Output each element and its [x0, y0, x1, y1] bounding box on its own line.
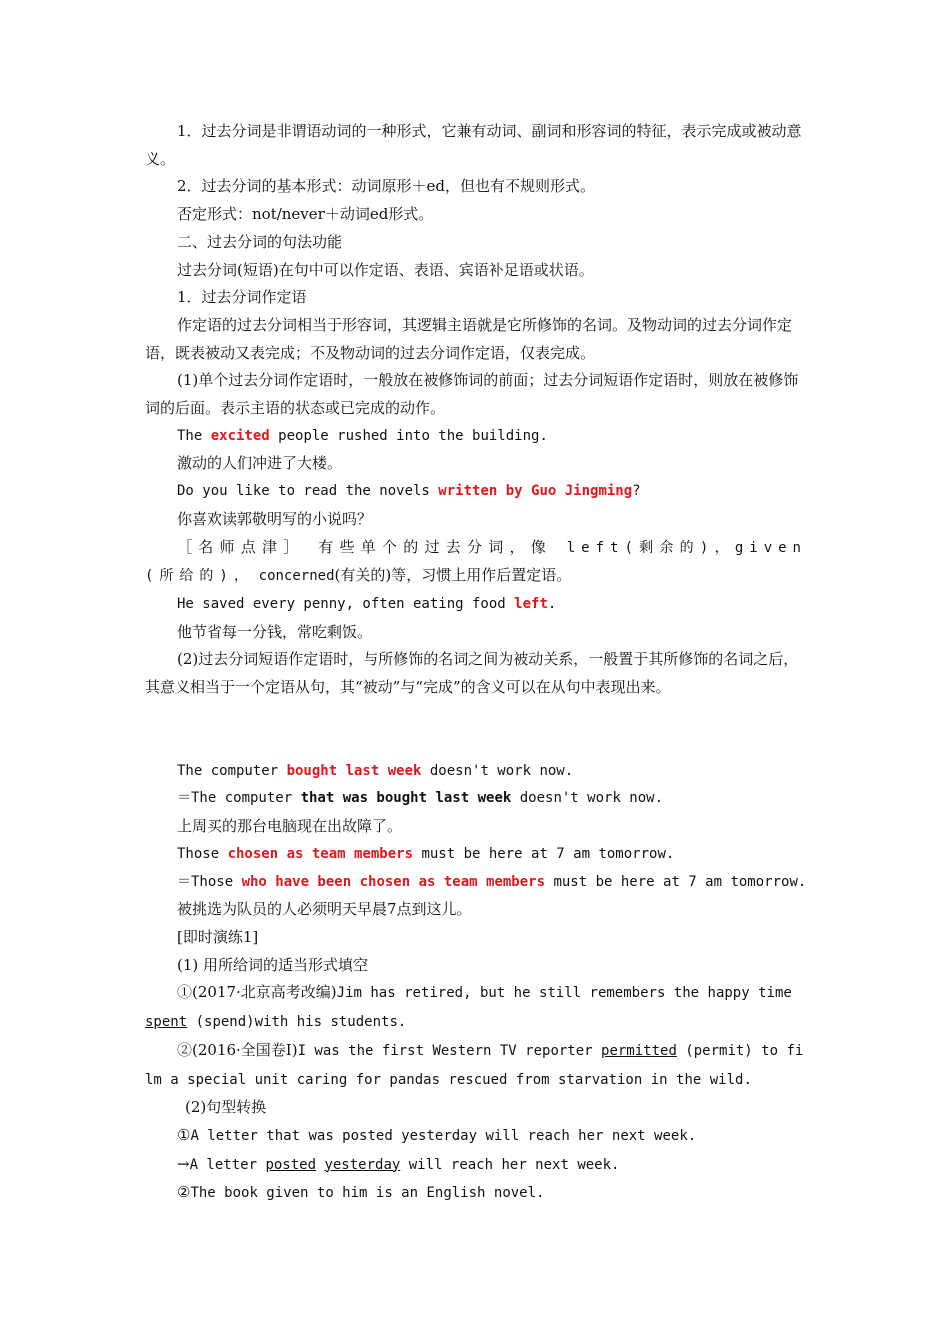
example-sentence-1: The excited people rushed into the building. [177, 427, 548, 444]
transform-answer-1: →A letter posted yesterday will reach her next week. [177, 1154, 620, 1173]
example-sentence-3: He saved every penny, often eating food left. [177, 595, 557, 612]
practice-question-2: ②(2016·全国卷Ⅰ)I was the first Western TV reporter permitted (permit) to film a special unit caring for pandas rescued from starvation in the wild. [145, 1040, 804, 1088]
transform-question-1: ①A letter that was posted yesterday will reach her next week. [177, 1125, 697, 1144]
paragraph-definition: 1．过去分词是非谓语动词的一种形式，它兼有动词、副词和形容词的特征，表示完成或被动意义。 [145, 122, 802, 168]
example-sentence-2: Do you like to read the novels written by Guo Jingming? [177, 483, 641, 500]
paragraph-negative-form: 否定形式：not/never＋动词ed形式。 [177, 205, 434, 224]
paragraph-basic-form: 2．过去分词的基本形式：动词原形＋ed，但也有不规则形式。 [177, 177, 596, 196]
paragraph-attributive: 作定语的过去分词相当于形容词，其逻辑主语就是它所修饰的名词。及物动词的过去分词作定语，既表被动又表完成；不及物动词的过去分词作定语，仅表完成。 [145, 315, 793, 362]
example-sentence-4-rewrite: ＝The computer that was bought last week doesn't work now. [177, 790, 664, 807]
answer-blank: posted [265, 1156, 317, 1173]
example-sentence-5-rewrite: ＝Those who have been chosen as team members must be here at 7 am tomorrow. [177, 873, 807, 890]
document-page [145, 118, 807, 1208]
teacher-tip: ［名师点津］ 有些单个的过去分词，像 left(剩余的)，given(所给的)， concerned(有关的)等，习惯上用作后置定语。 [145, 537, 807, 585]
example-translation-4: 上周买的那台电脑现在出故障了。 [177, 817, 403, 836]
transform-question-2: ②The book given to him is an English novel. [177, 1183, 545, 1202]
example-translation-2: 你喜欢读郭敬明写的小说吗？ [177, 509, 373, 528]
practice-part-1-title: (1) 用所给词的适当形式填空 [177, 955, 369, 974]
subheading-attributive: 1．过去分词作定语 [177, 288, 307, 307]
example-translation-3: 他节省每一分钱，常吃剩饭。 [177, 622, 373, 641]
blank-gap [145, 702, 807, 758]
practice-question-1: ①(2017·北京高考改编)Jim has retired, but he still remembers the happy time spent (spend)with his students. [145, 983, 792, 1031]
paragraph-functions: 过去分词(短语)在句中可以作定语、表语、宾语补足语或状语。 [177, 260, 594, 279]
paragraph-rule-1: (1)单个过去分词作定语时，一般放在被修饰词的前面；过去分词短语作定语时，则放在被修饰词的后面。表示主语的状态或已完成的动作。 [145, 371, 799, 418]
practice-part-2-title: (2)句型转换 [185, 1098, 267, 1117]
practice-heading: [即时演练1] [177, 927, 259, 946]
example-translation-1: 激动的人们冲进了大楼。 [177, 454, 343, 473]
paragraph-rule-2: (2)过去分词短语作定语时，与所修饰的名词之间为被动关系，一般置于其所修饰的名词之后，其意义相当于一个定语从句，其“被动”与“完成”的含义可以在从句中表现出来。 [145, 650, 799, 697]
answer-blank: permitted [601, 1042, 677, 1059]
example-sentence-4: The computer bought last week doesn't work now. [177, 762, 574, 779]
example-sentence-5: Those chosen as team members must be here at 7 am tomorrow. [177, 845, 675, 862]
answer-blank: spent [145, 1014, 188, 1031]
answer-blank: yesterday [324, 1156, 401, 1173]
example-translation-5: 被挑选为队员的人必须明天早晨7点到这儿。 [177, 900, 472, 919]
section-heading-syntax: 二、过去分词的句法功能 [177, 232, 343, 251]
